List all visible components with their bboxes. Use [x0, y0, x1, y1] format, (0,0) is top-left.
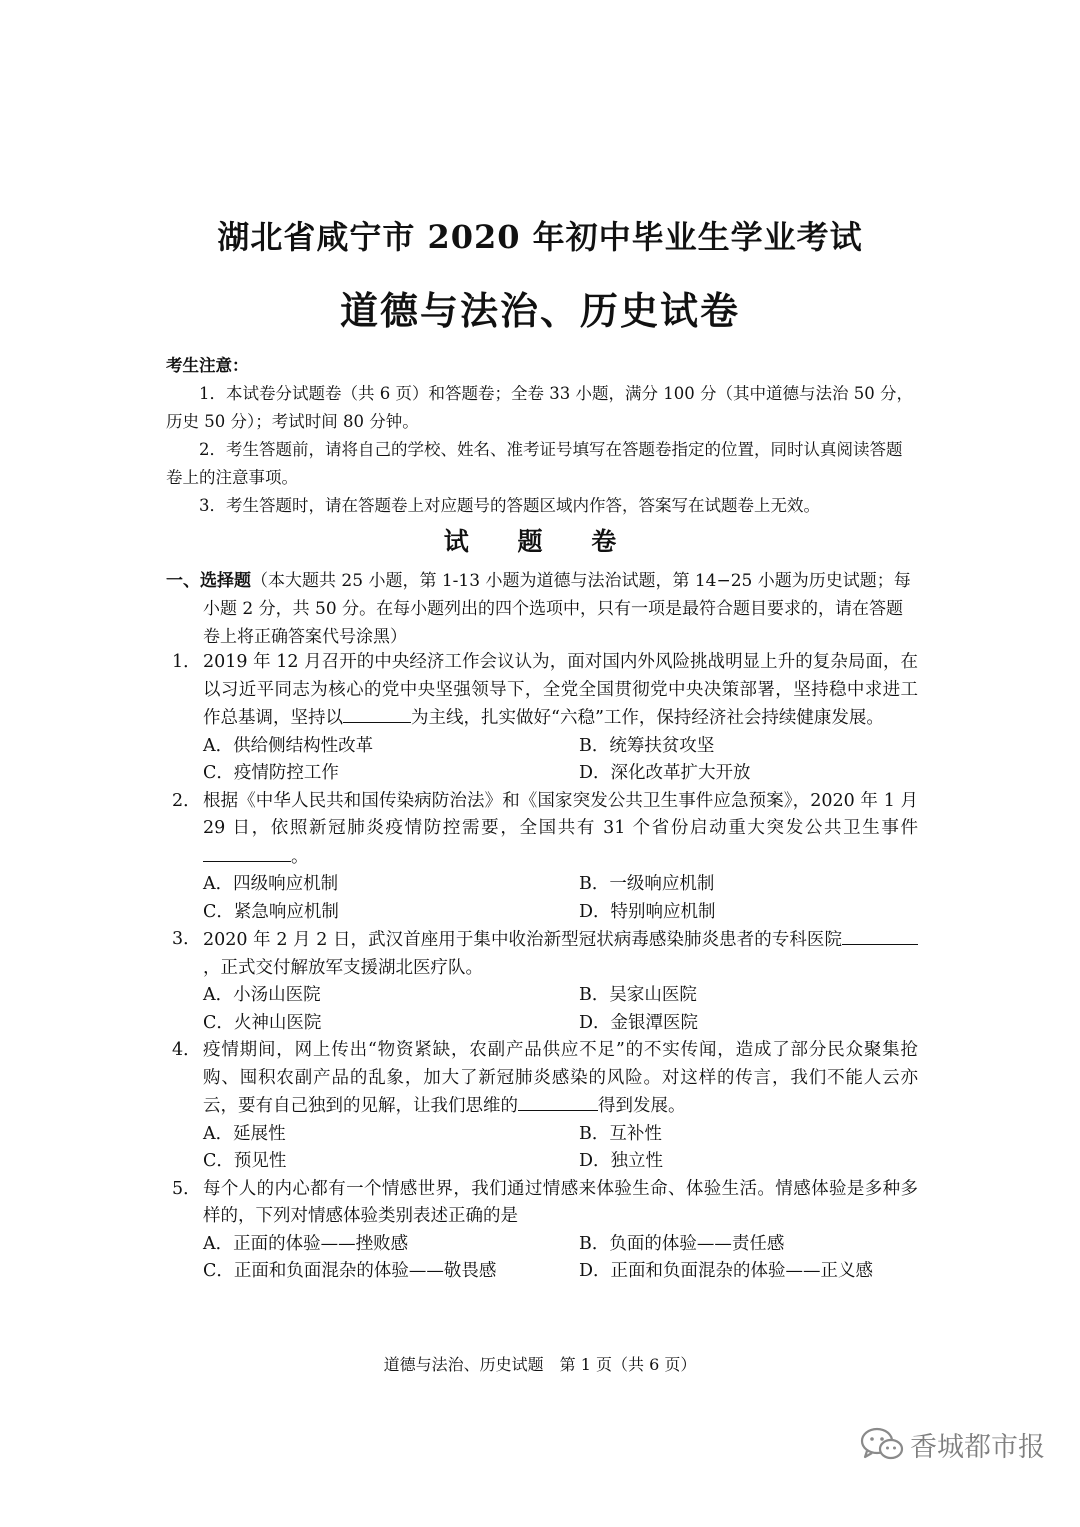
- option-c: C．疫情防控工作: [203, 763, 339, 783]
- question-number: 4．: [172, 1040, 201, 1060]
- question-stem: 每个人的内心都有一个情感世界，我们通过情感来体验生命、体验生活。情感体验是多种多样的，下列对情感体验类别表述正确的是: [203, 1178, 918, 1226]
- exam-title: 湖北省咸宁市 2020 年初中毕业生学业考试: [217, 218, 863, 256]
- question-options: [203, 1231, 918, 1286]
- option-b: B．互补性: [579, 1123, 662, 1144]
- watermark-text: 香城都市报: [910, 1431, 1045, 1463]
- option-d: D．深化改革扩大开放: [579, 763, 751, 783]
- question-list: [166, 649, 918, 1286]
- option-c: C．紧急响应机制: [203, 901, 339, 922]
- option-c: C．预见性: [203, 1151, 287, 1171]
- page-footer: 道德与法治、历史试题 第 1 页（共 6 页）: [383, 1355, 697, 1374]
- source-watermark: [858, 1424, 1058, 1464]
- answer-blank: [842, 926, 918, 945]
- option-b: B．一级响应机制: [579, 874, 715, 894]
- question-stem: 根据《中华人民共和国传染病防治法》和《国家突发公共卫生事件应急预案》，2020 年 1 月 29 日，依照新冠肺炎疫情防控需要，全国共有 31 个省份启动重大突发公共卫生事件。: [203, 790, 918, 867]
- question-1: [166, 649, 918, 788]
- option-d: D．金银潭医院: [579, 1012, 699, 1033]
- notice-heading: 考生注意：: [166, 356, 249, 375]
- notice-item: 2．考生答题前，请将自己的学校、姓名、准考证号填写在答题卷指定的位置，同时认真阅读答题卷上的注意事项。: [166, 440, 903, 487]
- question-4: [166, 1037, 918, 1176]
- question-stem: 2020 年 2 月 2 日，武汉首座用于集中收治新型冠状病毒感染肺炎患者的专科医院，正式交付解放军支援湖北医疗队。: [203, 926, 918, 982]
- question-5: [166, 1176, 918, 1286]
- question-3: [166, 926, 918, 1037]
- section-title: 试 题 卷: [443, 527, 637, 556]
- answer-blank: [343, 704, 411, 723]
- option-a: A．供给侧结构性改革: [203, 735, 374, 756]
- exam-subtitle: 道德与法治、历史试卷: [339, 288, 740, 333]
- option-a: A．正面的体验——挫败感: [203, 1233, 409, 1254]
- option-b: B．统筹扶贫攻坚: [579, 735, 715, 756]
- question-stem: 2019 年 12 月召开的中央经济工作会议认为，面对国内外风险挑战明显上升的复杂局面，在以习近平同志为核心的党中央坚强领导下，全党全国贯彻党中央决策部署，坚持稳中求进工作总基调，坚持以 为主线，扎实做好“六稳”工作，保持经济社会持续健康发展。: [203, 652, 918, 728]
- answer-blank: [518, 1092, 598, 1111]
- option-a: A．延展性: [203, 1123, 286, 1144]
- question-number: 5．: [172, 1178, 201, 1199]
- question-options: [203, 733, 918, 788]
- option-b: B．吴家山医院: [579, 985, 697, 1005]
- question-number: 2．: [172, 790, 201, 811]
- question-number: 1．: [172, 652, 201, 672]
- option-c: C．正面和负面混杂的体验——敬畏感: [203, 1261, 497, 1281]
- part-text: （本大题共 25 小题，第 1-13 小题为道德与法治试题，第 14−25 小题为历史试题；每小题 2 分，共 50 分。在每小题列出的四个选项中，只有一项是最符合题目要求的，请在答题卷上将正确答案代号涂黑）: [203, 571, 911, 647]
- option-c: C．火神山医院: [203, 1012, 322, 1033]
- option-a: A．四级响应机制: [203, 874, 339, 894]
- option-d: D．正面和负面混杂的体验——正义感: [579, 1261, 874, 1281]
- option-a: A．小汤山医院: [203, 985, 321, 1005]
- notice-block: [166, 352, 918, 520]
- option-d: D．独立性: [579, 1151, 664, 1171]
- notice-item: 3．考生答题时，请在答题卷上对应题号的答题区域内作答，答案写在试题卷上无效。: [199, 496, 820, 515]
- question-options: [203, 1121, 918, 1176]
- wechat-icon: [858, 1426, 906, 1462]
- question-2: [166, 788, 918, 927]
- option-d: D．特别响应机制: [579, 901, 716, 922]
- question-stem: 疫情期间，网上传出“物资紧缺，农副产品供应不足”的不实传闻，造成了部分民众聚集抢购、囤积农副产品的乱象，加大了新冠肺炎感染的风险。对这样的传言，我们不能人云亦云，要有自己独到的见解，让我们思维的 得到发展。: [203, 1040, 918, 1116]
- notice-item: 1．本试卷分试题卷（共 6 页）和答题卷；全卷 33 小题，满分 100 分（其中道德与法治 50 分，历史 50 分）；考试时间 80 分钟。: [166, 384, 913, 431]
- question-number: 3．: [172, 929, 201, 949]
- option-b: B．负面的体验——责任感: [579, 1233, 785, 1254]
- answer-blank: [203, 843, 291, 862]
- part-instructions: [166, 567, 918, 651]
- question-options: [203, 982, 918, 1037]
- part-label: 一、选择题: [166, 571, 251, 591]
- question-options: [203, 871, 918, 926]
